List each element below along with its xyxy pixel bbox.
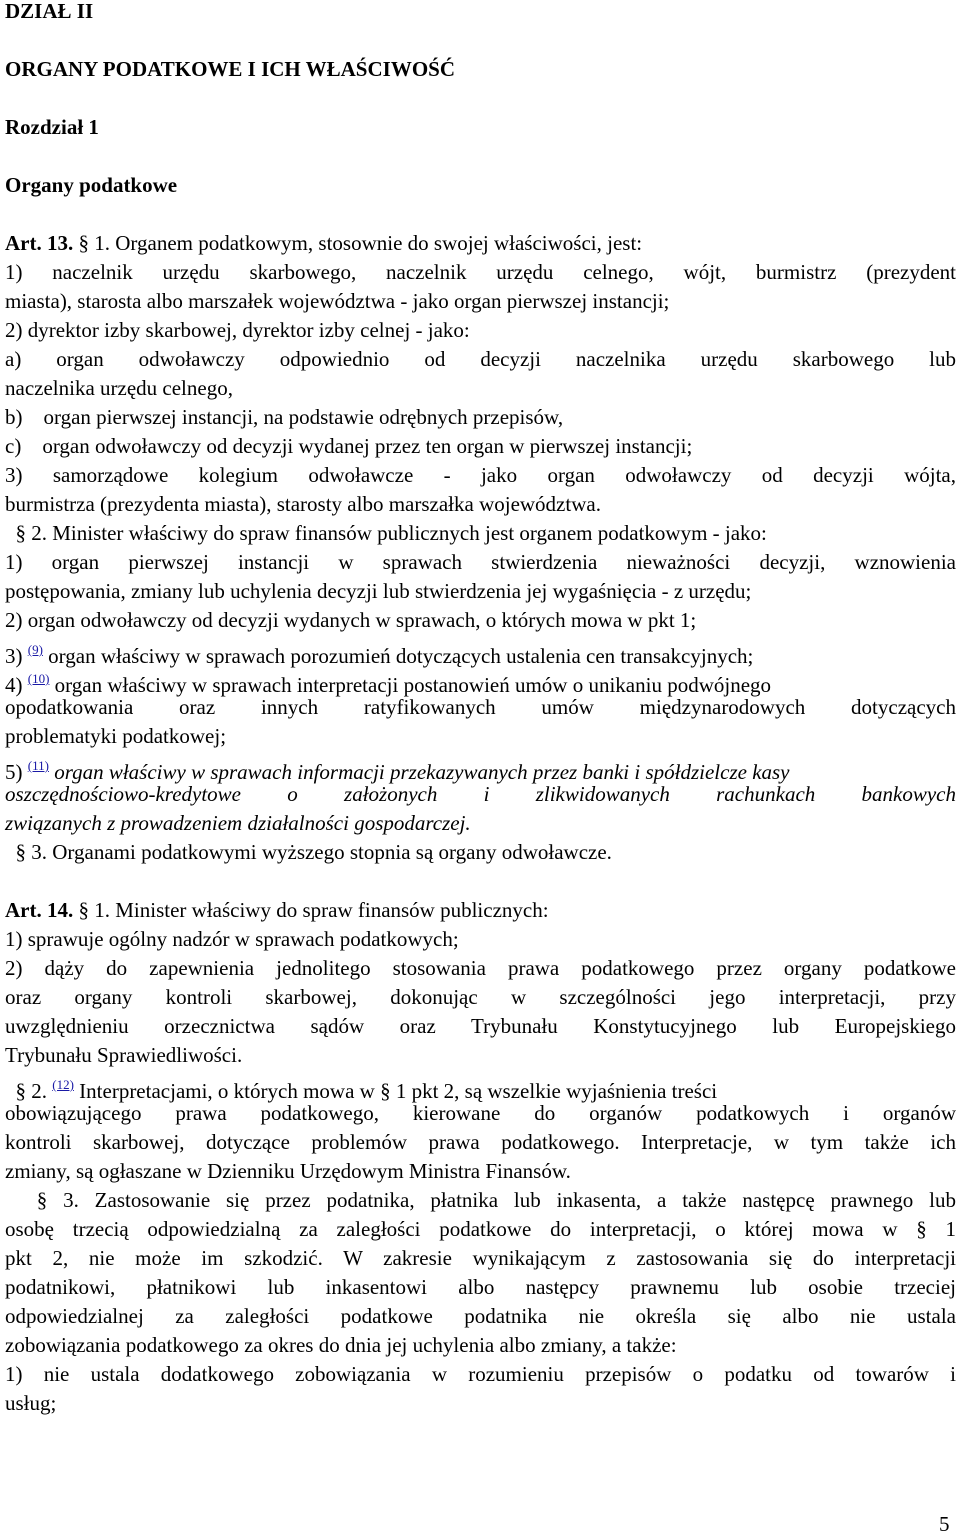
- text-line: b) organ pierwszej instancji, na podstawie odrębnych przepisów,: [5, 405, 564, 429]
- text-line: § 2. $^{(12)}$ Interpretacjami, o których mowa w § 1 pkt 2, są wszelkie wyjaśnienia treści: [5, 1077, 718, 1103]
- text-line: c) organ odwoławczy od decyzji wydanej przez ten organ w pierwszej instancji;: [5, 434, 693, 458]
- footnote-link[interactable]: (12): [52, 1077, 74, 1092]
- article-13-para-1-intro: Art. 13. § 1. Organem podatkowym, stosownie do swojej właściwości, jest:: [5, 231, 643, 255]
- article-14-label: Art. 14.: [5, 898, 74, 922]
- division-heading: DZIAŁ II: [5, 0, 94, 23]
- text-line: 2) dąży do zapewnienia jednolitego stosowania prawa podatkowego przez organy podatkowe: [5, 956, 956, 980]
- text-line: problematyki podatkowej;: [5, 724, 227, 748]
- article-14-para-1-intro: Art. 14. § 1. Minister właściwy do spraw finansów publicznych:: [5, 898, 549, 922]
- text-line: 4) $^{(10)}$ organ właściwy w sprawach interpretacji postanowień umów o unikaniu podwójnego: [5, 671, 772, 697]
- text-line: 1) organ pierwszej instancji w sprawach stwierdzenia nieważności decyzji, wznowienia: [5, 550, 956, 574]
- footnote-link[interactable]: (11): [27, 758, 49, 773]
- division-title: ORGANY PODATKOWE I ICH WŁAŚCIWOŚĆ: [5, 57, 456, 81]
- text-line: § 3. Organami podatkowymi wyższego stopnia są organy odwoławcze.: [5, 840, 612, 864]
- text-line: zmiany, są ogłaszane w Dzienniku Urzędowym Ministra Finansów.: [5, 1159, 571, 1183]
- text-line: § 3. Zastosowanie się przez podatnika, płatnika lub inkasenta, a także następcę prawnego lub: [5, 1188, 956, 1212]
- text-line: naczelnika urzędu celnego,: [5, 376, 233, 400]
- article-13-label: Art. 13.: [5, 231, 74, 255]
- text-line: usług;: [5, 1391, 57, 1415]
- chapter-heading: Rozdział 1: [5, 115, 99, 139]
- page-number: 5: [939, 1512, 950, 1536]
- text-line: 1) sprawuje ogólny nadzór w sprawach podatkowych;: [5, 927, 459, 951]
- text-line: oszczędnościowo-kredytowe o założonych i zlikwidowanych rachunkach bankowych: [5, 782, 956, 806]
- text-line: zobowiązania podatkowego za okres do dnia jej uchylenia albo zmiany, a także:: [5, 1333, 677, 1357]
- text-line: podatnikowi, płatnikowi lub inkasentowi albo następcy prawnemu lub osobie trzeciej: [5, 1275, 956, 1299]
- text-line: kontroli skarbowej, dotyczące problemów prawa podatkowego. Interpretacje, w tym także ich: [5, 1130, 956, 1154]
- text-line: 3) samorządowe kolegium odwoławcze - jako organ odwoławczy od decyzji wójta,: [5, 463, 956, 487]
- text-line: a) organ odwoławczy odpowiednio od decyzji naczelnika urzędu skarbowego lub: [5, 347, 956, 371]
- text-line: miasta), starosta albo marszałek województwa - jako organ pierwszej instancji;: [5, 289, 670, 313]
- text-line: 3) $^{(9)}$ organ właściwy w sprawach porozumień dotyczących ustalenia cen transakcyjnych;: [5, 642, 754, 668]
- text-line: obowiązującego prawa podatkowego, kierowane do organów podatkowych i organów: [5, 1101, 956, 1125]
- text-line: 2) dyrektor izby skarbowej, dyrektor izby celnej - jako:: [5, 318, 470, 342]
- text-line: opodatkowania oraz innych ratyfikowanych umów międzynarodowych dotyczących: [5, 695, 956, 719]
- text-line: oraz organy kontroli skarbowej, dokonując w szczególności jego interpretacji, przy: [5, 985, 956, 1009]
- text-line: odpowiedzialnej za zaległości podatkowe podatnika nie określa się albo nie ustala: [5, 1304, 956, 1328]
- text-line: 5) $^{(11)}$ organ właściwy w sprawach informacji przekazywanych przez banki i spółdzielcze kasy: [5, 758, 790, 784]
- text-line: 1) nie ustala dodatkowego zobowiązania w rozumieniu przepisów o podatku od towarów i: [5, 1362, 956, 1386]
- text-line: 1) naczelnik urzędu skarbowego, naczelnik urzędu celnego, wójt, burmistrz (prezydent: [5, 260, 956, 284]
- text-line: pkt 2, nie może im szkodzić. W zakresie wynikającym z zastosowania się do interpretacji: [5, 1246, 956, 1270]
- text-line: osobę trzecią odpowiedzialną za zaległości podatkowe do interpretacji, o której mowa w § 1: [5, 1217, 956, 1241]
- text-line: związanych z prowadzeniem działalności gospodarczej.: [5, 811, 471, 835]
- text-line: postępowania, zmiany lub uchylenia decyzji lub stwierdzenia jej wygaśnięcia - z urzędu;: [5, 579, 752, 603]
- chapter-title: Organy podatkowe: [5, 173, 178, 197]
- text-line: 2) organ odwoławczy od decyzji wydanych w sprawach, o których mowa w pkt 1;: [5, 608, 697, 632]
- footnote-link[interactable]: (10): [27, 671, 50, 686]
- footnote-link[interactable]: (9): [27, 642, 43, 657]
- text-line: Trybunału Sprawiedliwości.: [5, 1043, 243, 1067]
- text-line: uwzględnieniu orzecznictwa sądów oraz Trybunału Konstytucyjnego lub Europejskiego: [5, 1014, 956, 1038]
- text-line: burmistrza (prezydenta miasta), starosty albo marszałka województwa.: [5, 492, 601, 516]
- text-line: § 2. Minister właściwy do spraw finansów publicznych jest organem podatkowym - jako:: [5, 521, 767, 545]
